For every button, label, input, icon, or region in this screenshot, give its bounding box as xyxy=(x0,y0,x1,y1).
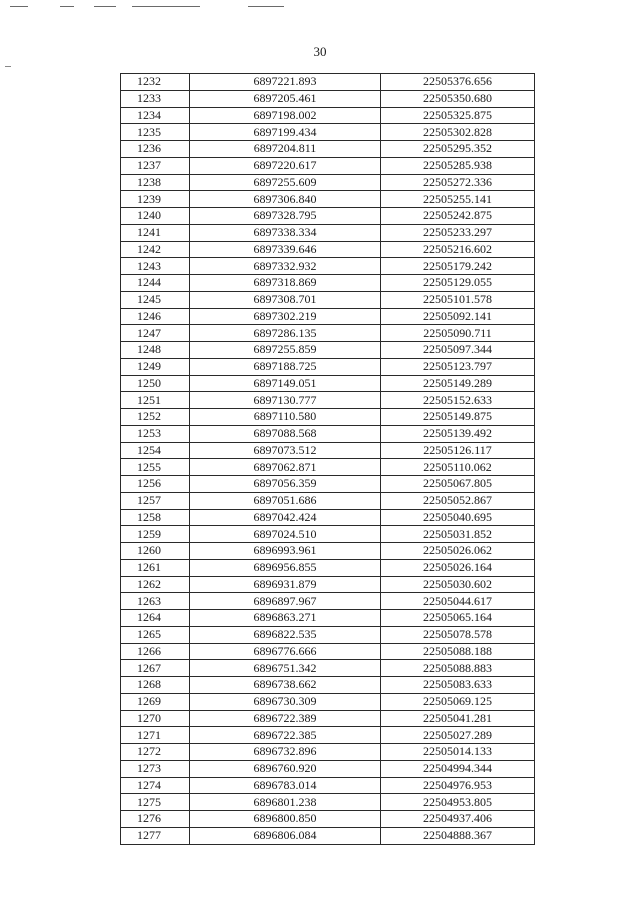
point-number-cell: 1233 xyxy=(121,90,190,107)
table-row xyxy=(121,693,535,710)
y-coordinate-cell: 22505026.164 xyxy=(381,559,535,576)
table-row xyxy=(121,141,535,158)
x-coordinate-cell: 6897198.002 xyxy=(190,107,381,124)
y-coordinate-cell: 22504888.367 xyxy=(381,827,535,844)
table-row xyxy=(121,325,535,342)
x-coordinate-cell: 6897221.893 xyxy=(190,74,381,91)
page-number: 30 xyxy=(313,44,327,59)
table-row xyxy=(121,610,535,627)
y-coordinate-cell: 22505027.289 xyxy=(381,727,535,744)
table-row xyxy=(121,157,535,174)
table-row xyxy=(121,291,535,308)
table-row xyxy=(121,392,535,409)
point-number-cell: 1249 xyxy=(121,358,190,375)
y-coordinate-cell: 22505376.656 xyxy=(381,74,535,91)
x-coordinate-cell: 6897188.725 xyxy=(190,358,381,375)
x-coordinate-cell: 6897318.869 xyxy=(190,275,381,292)
table-row xyxy=(121,308,535,325)
y-coordinate-cell: 22505110.062 xyxy=(381,459,535,476)
point-number-cell: 1277 xyxy=(121,827,190,844)
y-coordinate-cell: 22505044.617 xyxy=(381,593,535,610)
table-row xyxy=(121,476,535,493)
x-coordinate-cell: 6896751.342 xyxy=(190,660,381,677)
table-row xyxy=(121,509,535,526)
y-coordinate-cell: 22505242.875 xyxy=(381,208,535,225)
y-coordinate-cell: 22505139.492 xyxy=(381,425,535,442)
x-coordinate-cell: 6897130.777 xyxy=(190,392,381,409)
point-number-cell: 1236 xyxy=(121,141,190,158)
x-coordinate-cell: 6897338.334 xyxy=(190,224,381,241)
point-number-cell: 1272 xyxy=(121,744,190,761)
table-row xyxy=(121,275,535,292)
x-coordinate-cell: 6896956.855 xyxy=(190,559,381,576)
x-coordinate-cell: 6896801.238 xyxy=(190,794,381,811)
point-number-cell: 1251 xyxy=(121,392,190,409)
point-number-cell: 1274 xyxy=(121,777,190,794)
point-number-cell: 1244 xyxy=(121,275,190,292)
x-coordinate-cell: 6897042.424 xyxy=(190,509,381,526)
point-number-cell: 1238 xyxy=(121,174,190,191)
x-coordinate-cell: 6897149.051 xyxy=(190,375,381,392)
x-coordinate-cell: 6897051.686 xyxy=(190,492,381,509)
x-coordinate-cell: 6896730.309 xyxy=(190,693,381,710)
x-coordinate-cell: 6896897.967 xyxy=(190,593,381,610)
point-number-cell: 1257 xyxy=(121,492,190,509)
x-coordinate-cell: 6896738.662 xyxy=(190,677,381,694)
y-coordinate-cell: 22505325.875 xyxy=(381,107,535,124)
table-row xyxy=(121,559,535,576)
table-row xyxy=(121,760,535,777)
y-coordinate-cell: 22505078.578 xyxy=(381,626,535,643)
y-coordinate-cell: 22504994.344 xyxy=(381,760,535,777)
x-coordinate-cell: 6896776.666 xyxy=(190,643,381,660)
point-number-cell: 1248 xyxy=(121,342,190,359)
y-coordinate-cell: 22505285.938 xyxy=(381,157,535,174)
y-coordinate-cell: 22504953.805 xyxy=(381,794,535,811)
y-coordinate-cell: 22505069.125 xyxy=(381,693,535,710)
table-row xyxy=(121,358,535,375)
y-coordinate-cell: 22505216.602 xyxy=(381,241,535,258)
x-coordinate-cell: 6897339.646 xyxy=(190,241,381,258)
x-coordinate-cell: 6896783.014 xyxy=(190,777,381,794)
coordinates-table xyxy=(120,73,535,845)
x-coordinate-cell: 6897220.617 xyxy=(190,157,381,174)
point-number-cell: 1246 xyxy=(121,308,190,325)
table-row xyxy=(121,777,535,794)
x-coordinate-cell: 6896822.535 xyxy=(190,626,381,643)
y-coordinate-cell: 22505302.828 xyxy=(381,124,535,141)
coordinates-table-body xyxy=(121,74,535,845)
table-row xyxy=(121,492,535,509)
point-number-cell: 1271 xyxy=(121,727,190,744)
y-coordinate-cell: 22505152.633 xyxy=(381,392,535,409)
y-coordinate-cell: 22505083.633 xyxy=(381,677,535,694)
table-row xyxy=(121,744,535,761)
point-number-cell: 1276 xyxy=(121,811,190,828)
point-number-cell: 1240 xyxy=(121,208,190,225)
table-row xyxy=(121,174,535,191)
table-row xyxy=(121,375,535,392)
margin-mark xyxy=(5,66,11,67)
point-number-cell: 1264 xyxy=(121,610,190,627)
y-coordinate-cell: 22505179.242 xyxy=(381,258,535,275)
table-row xyxy=(121,74,535,91)
x-coordinate-cell: 6897199.434 xyxy=(190,124,381,141)
point-number-cell: 1241 xyxy=(121,224,190,241)
x-coordinate-cell: 6897056.359 xyxy=(190,476,381,493)
point-number-cell: 1243 xyxy=(121,258,190,275)
y-coordinate-cell: 22505090.711 xyxy=(381,325,535,342)
y-coordinate-cell: 22505052.867 xyxy=(381,492,535,509)
point-number-cell: 1247 xyxy=(121,325,190,342)
x-coordinate-cell: 6897073.512 xyxy=(190,442,381,459)
x-coordinate-cell: 6896806.084 xyxy=(190,827,381,844)
y-coordinate-cell: 22505026.062 xyxy=(381,543,535,560)
point-number-cell: 1252 xyxy=(121,409,190,426)
x-coordinate-cell: 6897255.609 xyxy=(190,174,381,191)
x-coordinate-cell: 6897306.840 xyxy=(190,191,381,208)
table-row xyxy=(121,710,535,727)
y-coordinate-cell: 22505065.164 xyxy=(381,610,535,627)
x-coordinate-cell: 6896722.389 xyxy=(190,710,381,727)
y-coordinate-cell: 22505272.336 xyxy=(381,174,535,191)
y-coordinate-cell: 22505233.297 xyxy=(381,224,535,241)
point-number-cell: 1258 xyxy=(121,509,190,526)
y-coordinate-cell: 22505123.797 xyxy=(381,358,535,375)
point-number-cell: 1242 xyxy=(121,241,190,258)
y-coordinate-cell: 22505255.141 xyxy=(381,191,535,208)
y-coordinate-cell: 22505129.055 xyxy=(381,275,535,292)
point-number-cell: 1254 xyxy=(121,442,190,459)
point-number-cell: 1265 xyxy=(121,626,190,643)
x-coordinate-cell: 6897062.871 xyxy=(190,459,381,476)
table-row xyxy=(121,626,535,643)
point-number-cell: 1270 xyxy=(121,710,190,727)
y-coordinate-cell: 22505101.578 xyxy=(381,291,535,308)
table-row xyxy=(121,827,535,844)
point-number-cell: 1268 xyxy=(121,677,190,694)
table-row xyxy=(121,258,535,275)
x-coordinate-cell: 6897205.461 xyxy=(190,90,381,107)
table-row xyxy=(121,442,535,459)
y-coordinate-cell: 22505092.141 xyxy=(381,308,535,325)
point-number-cell: 1237 xyxy=(121,157,190,174)
x-coordinate-cell: 6897024.510 xyxy=(190,526,381,543)
y-coordinate-cell: 22505040.695 xyxy=(381,509,535,526)
x-coordinate-cell: 6896760.920 xyxy=(190,760,381,777)
x-coordinate-cell: 6896993.961 xyxy=(190,543,381,560)
y-coordinate-cell: 22505031.852 xyxy=(381,526,535,543)
table-row xyxy=(121,459,535,476)
y-coordinate-cell: 22505295.352 xyxy=(381,141,535,158)
point-number-cell: 1255 xyxy=(121,459,190,476)
x-coordinate-cell: 6897204.811 xyxy=(190,141,381,158)
table-row xyxy=(121,794,535,811)
point-number-cell: 1232 xyxy=(121,74,190,91)
table-row xyxy=(121,811,535,828)
x-coordinate-cell: 6897308.701 xyxy=(190,291,381,308)
table-row xyxy=(121,107,535,124)
x-coordinate-cell: 6896732.896 xyxy=(190,744,381,761)
y-coordinate-cell: 22505350.680 xyxy=(381,90,535,107)
table-row xyxy=(121,208,535,225)
y-coordinate-cell: 22505030.602 xyxy=(381,576,535,593)
table-row xyxy=(121,425,535,442)
x-coordinate-cell: 6897286.135 xyxy=(190,325,381,342)
y-coordinate-cell: 22505067.805 xyxy=(381,476,535,493)
x-coordinate-cell: 6897332.932 xyxy=(190,258,381,275)
table-row xyxy=(121,526,535,543)
y-coordinate-cell: 22505014.133 xyxy=(381,744,535,761)
table-row xyxy=(121,224,535,241)
y-coordinate-cell: 22505041.281 xyxy=(381,710,535,727)
y-coordinate-cell: 22504937.406 xyxy=(381,811,535,828)
y-coordinate-cell: 22505149.875 xyxy=(381,409,535,426)
x-coordinate-cell: 6896800.850 xyxy=(190,811,381,828)
table-row xyxy=(121,342,535,359)
y-coordinate-cell: 22505088.188 xyxy=(381,643,535,660)
table-row xyxy=(121,593,535,610)
point-number-cell: 1260 xyxy=(121,543,190,560)
x-coordinate-cell: 6897088.568 xyxy=(190,425,381,442)
y-coordinate-cell: 22505149.289 xyxy=(381,375,535,392)
point-number-cell: 1235 xyxy=(121,124,190,141)
point-number-cell: 1267 xyxy=(121,660,190,677)
point-number-cell: 1263 xyxy=(121,593,190,610)
point-number-cell: 1261 xyxy=(121,559,190,576)
point-number-cell: 1266 xyxy=(121,643,190,660)
x-coordinate-cell: 6897110.580 xyxy=(190,409,381,426)
table-row xyxy=(121,90,535,107)
point-number-cell: 1259 xyxy=(121,526,190,543)
table-row xyxy=(121,124,535,141)
point-number-cell: 1262 xyxy=(121,576,190,593)
x-coordinate-cell: 6896722.385 xyxy=(190,727,381,744)
table-row xyxy=(121,660,535,677)
point-number-cell: 1273 xyxy=(121,760,190,777)
table-row xyxy=(121,409,535,426)
y-coordinate-cell: 22505126.117 xyxy=(381,442,535,459)
point-number-cell: 1256 xyxy=(121,476,190,493)
y-coordinate-cell: 22505088.883 xyxy=(381,660,535,677)
table-row xyxy=(121,543,535,560)
point-number-cell: 1239 xyxy=(121,191,190,208)
y-coordinate-cell: 22504976.953 xyxy=(381,777,535,794)
point-number-cell: 1275 xyxy=(121,794,190,811)
point-number-cell: 1253 xyxy=(121,425,190,442)
y-coordinate-cell: 22505097.344 xyxy=(381,342,535,359)
point-number-cell: 1269 xyxy=(121,693,190,710)
x-coordinate-cell: 6897302.219 xyxy=(190,308,381,325)
scan-header-lines xyxy=(0,6,640,10)
x-coordinate-cell: 6896863.271 xyxy=(190,610,381,627)
x-coordinate-cell: 6896931.879 xyxy=(190,576,381,593)
x-coordinate-cell: 6897255.859 xyxy=(190,342,381,359)
x-coordinate-cell: 6897328.795 xyxy=(190,208,381,225)
point-number-cell: 1245 xyxy=(121,291,190,308)
table-row xyxy=(121,241,535,258)
point-number-cell: 1234 xyxy=(121,107,190,124)
table-row xyxy=(121,191,535,208)
table-row xyxy=(121,727,535,744)
point-number-cell: 1250 xyxy=(121,375,190,392)
table-row xyxy=(121,643,535,660)
table-row xyxy=(121,677,535,694)
table-row xyxy=(121,576,535,593)
